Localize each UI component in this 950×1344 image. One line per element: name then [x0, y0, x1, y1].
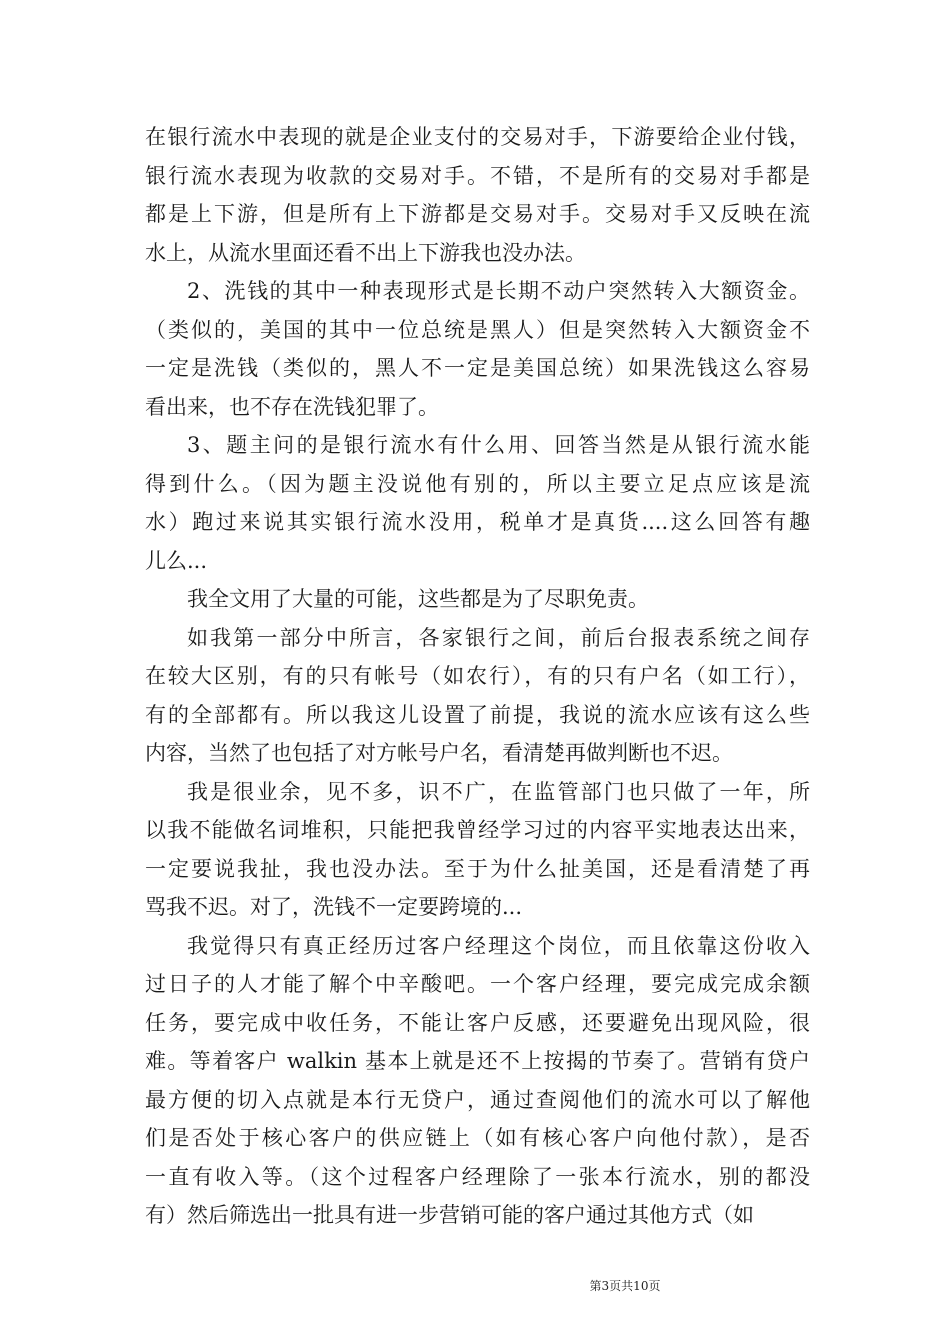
text-line: 以我不能做名词堆积，只能把我曾经学习过的内容平实地表达出来， — [145, 818, 810, 842]
text-line: 看出来，也不存在洗钱犯罪了。 — [145, 394, 439, 419]
text-line: 都是上下游，但是所有上下游都是交易对手。交易对手又反映在流 — [145, 202, 810, 226]
paragraph — [145, 619, 810, 773]
text-line: 一直有收入等。（这个过程客户经理除了一张本行流水，别的都没 — [145, 1164, 810, 1189]
text-line: 我是很业余，见不多，识不广，在监管部门也只做了一年，所 — [187, 779, 810, 804]
text-line: 内容，当然了也包括了对方帐号户名，看清楚再做判断也不迟。 — [145, 741, 733, 765]
text-line: 一定要说我扯，我也没办法。至于为什么扯美国，还是看清楚了再 — [145, 856, 810, 881]
text-line: 儿么... — [145, 548, 208, 573]
text-line: 如我第一部分中所言，各家银行之间，前后台报表系统之间存 — [187, 625, 810, 650]
paragraph — [145, 426, 810, 580]
document-body — [145, 118, 810, 1235]
text-line: 在银行流水中表现的就是企业支付的交易对手，下游要给企业付钱， — [145, 125, 810, 149]
text-line: 银行流水表现为收款的交易对手。不错，不是所有的交易对手都是 — [145, 163, 810, 188]
paragraph — [145, 272, 810, 426]
text-line: 我觉得只有真正经历过客户经理这个岗位，而且依靠这份收入 — [187, 933, 810, 958]
text-line: 最方便的切入点就是本行无贷户，通过查阅他们的流水可以了解他 — [145, 1087, 810, 1112]
paragraph — [145, 927, 810, 1235]
page-number: 第3页共10页 — [589, 1279, 661, 1293]
text-line: 有）然后筛选出一批具有进一步营销可能的客户通过其他方式（如 — [145, 1203, 754, 1227]
text-line: 在较大区别，有的只有帐号（如农行），有的只有户名（如工行）， — [145, 664, 810, 688]
text-line: 3、题主问的是银行流水有什么用、回答当然是从银行流水能 — [187, 433, 810, 457]
text-line: 任务，要完成中收任务，不能让客户反感，还要避免出现风险，很 — [145, 1010, 810, 1035]
text-line: 水上，从流水里面还看不出上下游我也没办法。 — [145, 240, 586, 265]
text-line: 骂我不迟。对了，洗钱不一定要跨境的... — [145, 895, 523, 919]
text-line: 水）跑过来说其实银行流水没用，税单才是真货....这么回答有趣 — [145, 510, 810, 534]
text-line: 2、洗钱的其中一种表现形式是长期不动户突然转入大额资金。 — [187, 279, 810, 303]
text-line: 有的全部都有。所以我这儿设置了前提，我说的流水应该有这么些 — [145, 702, 810, 727]
text-line: 过日子的人才能了解个中辛酸吧。一个客户经理，要完成完成余额 — [145, 972, 810, 996]
paragraph — [145, 118, 810, 272]
text-line: （类似的，美国的其中一位总统是黑人）但是突然转入大额资金不 — [145, 317, 810, 342]
text-line: 们是否处于核心客户的供应链上（如有核心客户向他付款），是否 — [145, 1126, 810, 1150]
text-line: 得到什么。（因为题主没说他有别的，所以主要立足点应该是流 — [145, 471, 810, 496]
paragraph — [145, 580, 810, 619]
text-line: 难。等着客户 walkin 基本上就是还不上按揭的节奏了。营销有贷户 — [145, 1049, 810, 1073]
text-line: 一定是洗钱（类似的，黑人不一定是美国总统）如果洗钱这么容易 — [145, 356, 810, 380]
text-line: 我全文用了大量的可能，这些都是为了尽职免责。 — [187, 587, 649, 611]
paragraph — [145, 773, 810, 927]
